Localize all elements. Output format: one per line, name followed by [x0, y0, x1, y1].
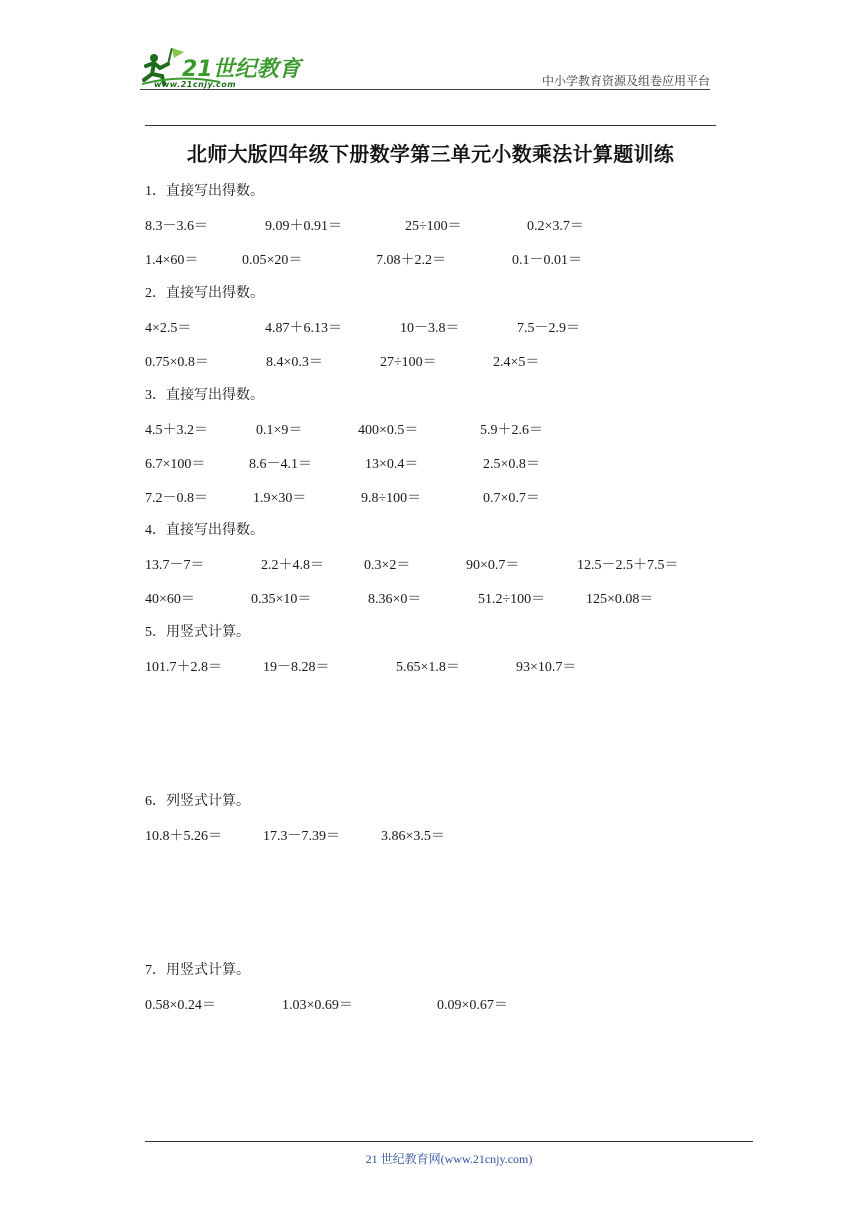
problem: 0.58×0.24＝ [145, 998, 216, 1013]
problem: 7.2－0.8＝ [145, 491, 208, 506]
section-6-title: 6．列竖式计算。 [145, 794, 250, 809]
problem: 93×10.7＝ [516, 660, 577, 675]
problem: 0.1×9＝ [256, 423, 303, 438]
problem: 0.1－0.01＝ [512, 253, 582, 268]
problem: 125×0.08＝ [586, 592, 654, 607]
problem: 101.7＋2.8＝ [145, 660, 222, 675]
problem: 3.86×3.5＝ [381, 829, 445, 844]
logo-text: 21世纪教育 [182, 57, 301, 82]
problem: 4.5＋3.2＝ [145, 423, 208, 438]
problem: 8.6－4.1＝ [249, 457, 312, 472]
problem: 2.2＋4.8＝ [261, 558, 324, 573]
problem: 400×0.5＝ [358, 423, 419, 438]
problem: 6.7×100＝ [145, 457, 206, 472]
section-2-title: 2．直接写出得数。 [145, 286, 264, 301]
problem: 17.3－7.39＝ [263, 829, 340, 844]
problem: 0.75×0.8＝ [145, 355, 209, 370]
problem: 1.03×0.69＝ [282, 998, 353, 1013]
footer-divider [145, 1141, 753, 1142]
section-1-title: 1．直接写出得数。 [145, 184, 264, 199]
site-logo [140, 44, 315, 94]
problem: 5.9＋2.6＝ [480, 423, 543, 438]
problem: 10－3.8＝ [400, 321, 460, 336]
problem: 0.35×10＝ [251, 592, 312, 607]
problem: 1.9×30＝ [253, 491, 307, 506]
title-divider [145, 125, 716, 126]
problem: 0.05×20＝ [242, 253, 303, 268]
problem: 1.4×60＝ [145, 253, 199, 268]
section-7-title: 7．用竖式计算。 [145, 963, 250, 978]
problem: 13×0.4＝ [365, 457, 419, 472]
problem: 7.08＋2.2＝ [376, 253, 446, 268]
header-divider [140, 89, 710, 90]
problem: 4×2.5＝ [145, 321, 192, 336]
section-3-title: 3．直接写出得数。 [145, 388, 264, 403]
section-5-title: 5．用竖式计算。 [145, 625, 250, 640]
problem: 4.87＋6.13＝ [265, 321, 342, 336]
problem: 25÷100＝ [405, 219, 462, 234]
problem: 8.36×0＝ [368, 592, 422, 607]
problem: 0.7×0.7＝ [483, 491, 540, 506]
problem: 13.7－7＝ [145, 558, 205, 573]
problem: 2.4×5＝ [493, 355, 540, 370]
problem: 51.2÷100＝ [478, 592, 546, 607]
problem: 27÷100＝ [380, 355, 437, 370]
problem: 12.5－2.5＋7.5＝ [577, 558, 679, 573]
problem: 2.5×0.8＝ [483, 457, 540, 472]
footer-link[interactable]: 21 世纪教育网(www.21cnjy.com) [365, 1152, 533, 1166]
problem: 0.2×3.7＝ [527, 219, 584, 234]
problem: 7.5－2.9＝ [517, 321, 580, 336]
problem: 8.3－3.6＝ [145, 219, 208, 234]
problem: 0.3×2＝ [364, 558, 411, 573]
problem: 0.09×0.67＝ [437, 998, 508, 1013]
logo-url: www.21cnjy.com [154, 80, 237, 89]
problem: 10.8＋5.26＝ [145, 829, 222, 844]
problem: 19－8.28＝ [263, 660, 330, 675]
problem: 5.65×1.8＝ [396, 660, 460, 675]
problem: 8.4×0.3＝ [266, 355, 323, 370]
problem: 90×0.7＝ [466, 558, 520, 573]
section-4-title: 4．直接写出得数。 [145, 523, 264, 538]
problem: 40×60＝ [145, 592, 195, 607]
problem: 9.09＋0.91＝ [265, 219, 342, 234]
problem: 9.8÷100＝ [361, 491, 422, 506]
page-title: 北师大版四年级下册数学第三单元小数乘法计算题训练 [186, 144, 675, 166]
platform-caption: 中小学教育资源及组卷应用平台 [541, 74, 710, 88]
